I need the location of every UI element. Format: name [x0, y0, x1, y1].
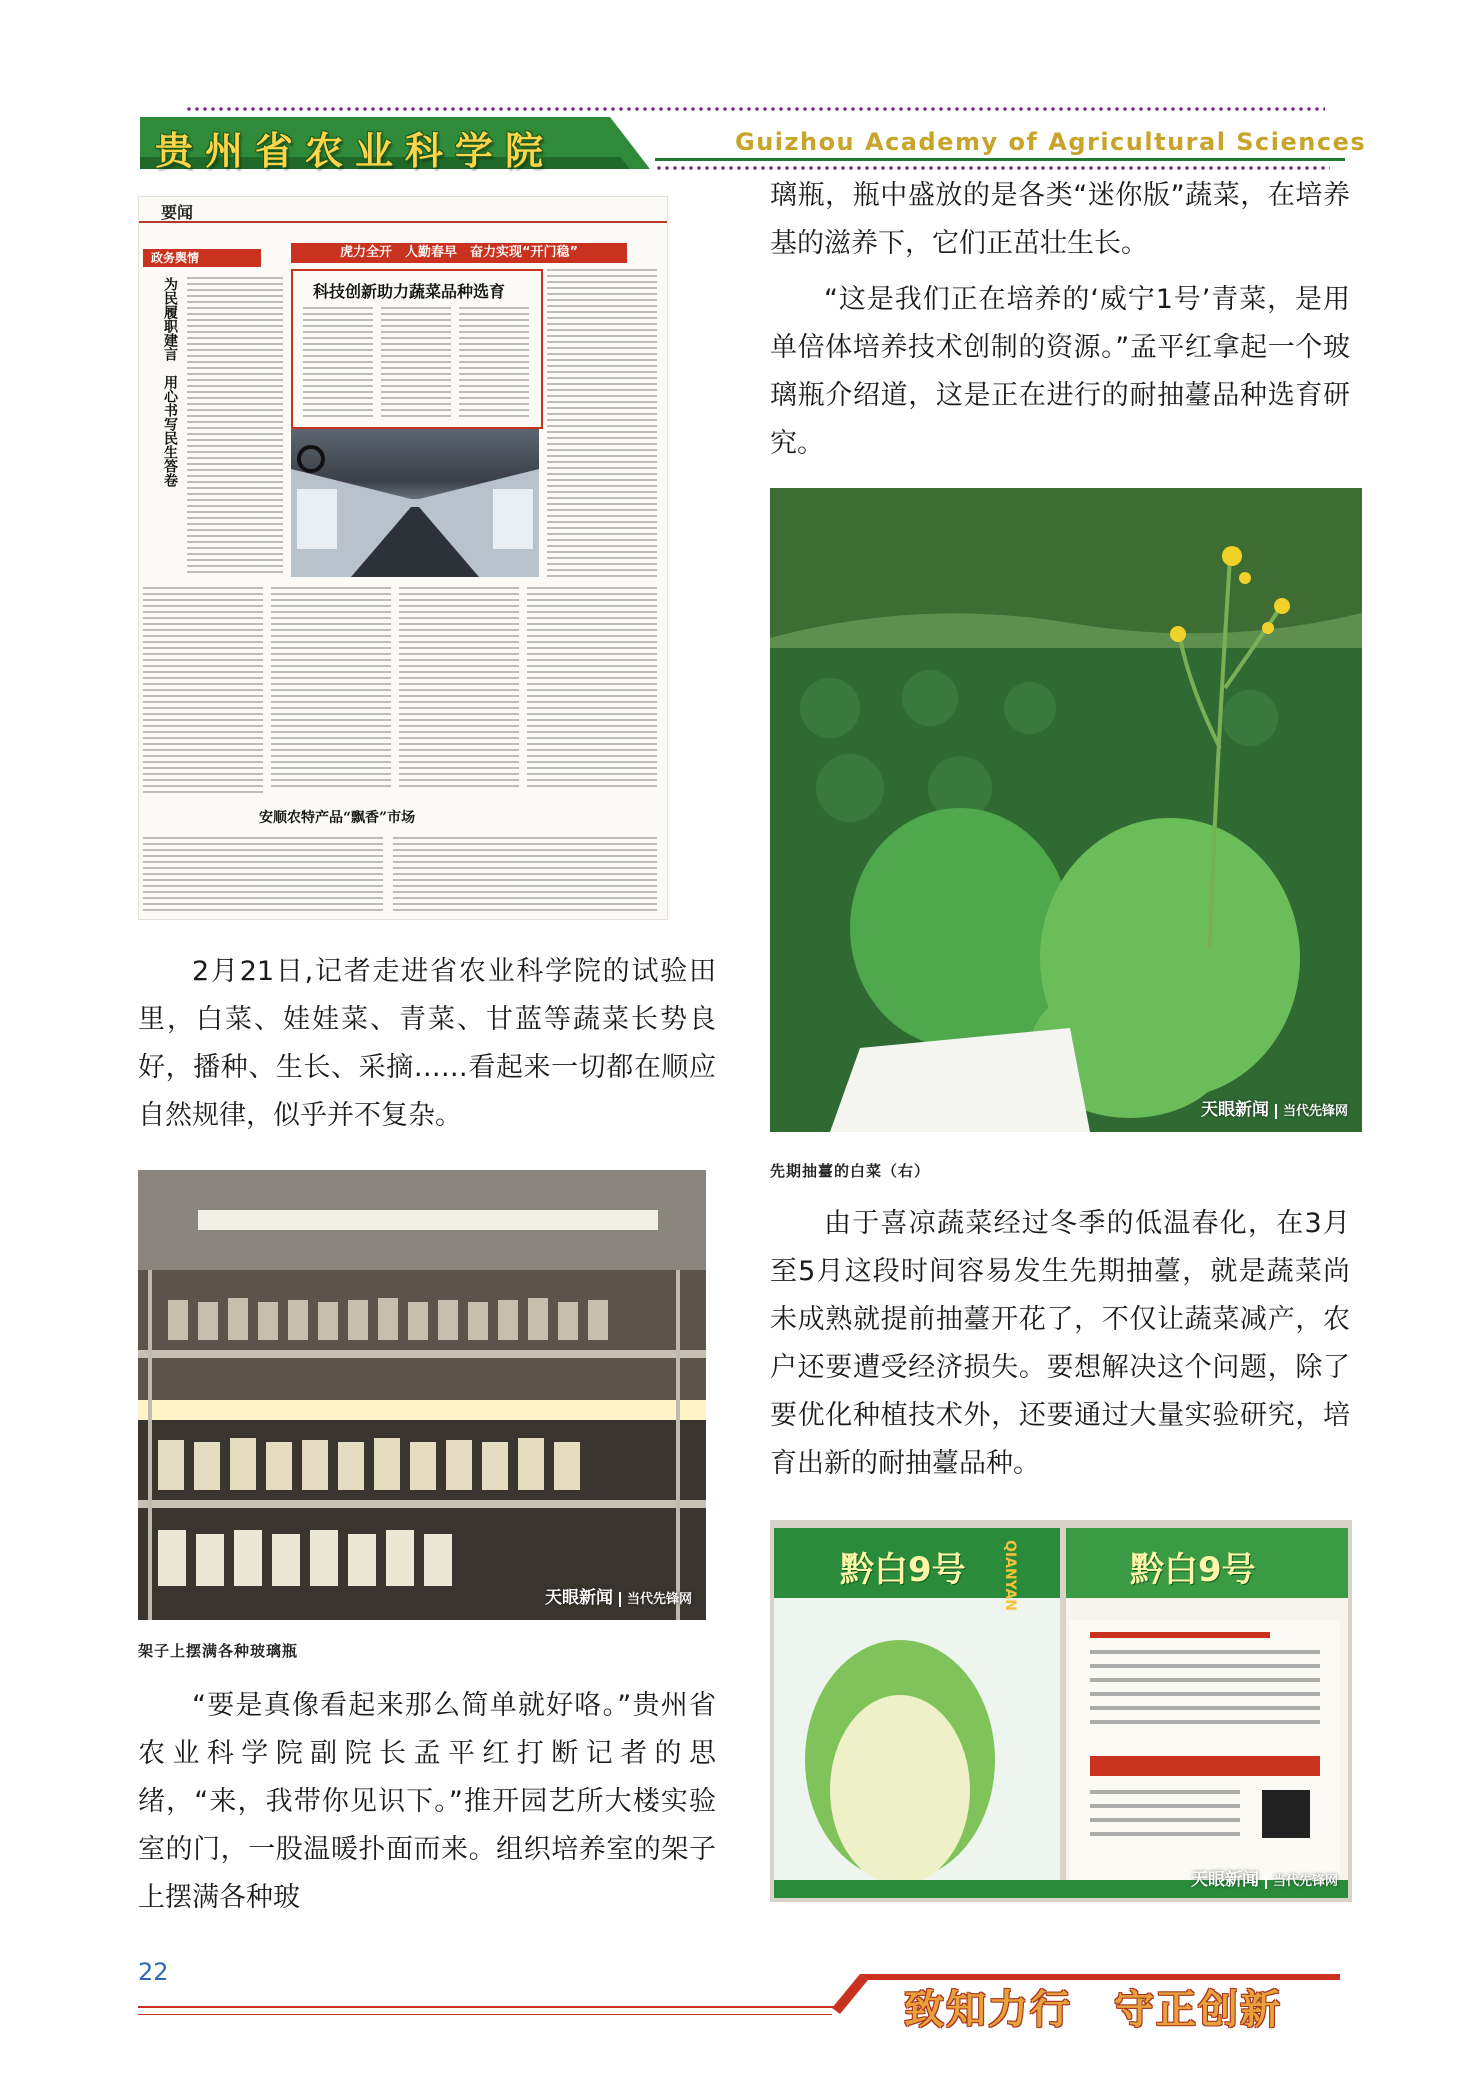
page-number: 22 — [138, 1958, 169, 1986]
newspaper-banner: 虎力全开 人勤春早 奋力实现“开门稳” — [291, 243, 627, 263]
watermark — [1201, 1095, 1348, 1120]
header-title-english: Guizhou Academy of Agricultural Sciences — [735, 128, 1367, 156]
seed-packet-name: 黔白9号 — [840, 1550, 966, 1590]
newspaper-clipping-image — [138, 196, 668, 920]
watermark-sub: 当代先锋网 — [1265, 1874, 1338, 1889]
caption-shelves: 架子上摆满各种玻璃瓶 — [138, 1642, 299, 1660]
header-dotted-rule-bottom — [655, 166, 1330, 170]
paragraph-3: 璃瓶，瓶中盛放的是各类“迷你版”蔬菜，在培养基的滋养下，它们正茁壮生长。 — [770, 180, 1350, 259]
seed-packet-photo — [770, 1520, 1352, 1902]
footer-motto: 致知力行 守正创新 — [904, 1987, 1282, 2033]
watermark-sub: 当代先锋网 — [619, 1592, 692, 1607]
watermark-brand: 天眼新闻 — [1200, 1100, 1269, 1120]
newspaper-text-block — [187, 277, 283, 577]
cabbage-field-illustration — [770, 488, 1362, 1132]
seed-packet-brand: QIANYAN — [1002, 1540, 1018, 1612]
paragraph-4: “这是我们正在培养的‘威宁1号’青菜，是用单倍体培养技术创制的资源。”孟平红拿起一个玻璃瓶介绍道，这是正在进行的耐抽薹品种选育研究。 — [770, 284, 1350, 459]
newspaper-text-block — [547, 269, 657, 579]
footer-rule-thin — [138, 2014, 832, 2015]
newspaper-left-heading: 政务舆情 — [143, 249, 261, 267]
header-dotted-rule-top — [185, 107, 1325, 111]
watermark-sub: 当代先锋网 — [1275, 1104, 1348, 1119]
newspaper-text-block — [393, 837, 657, 911]
seed-packet-name-back: 黔白9号 — [1130, 1550, 1256, 1590]
newspaper-text-block — [271, 587, 391, 787]
bolting-cabbage-photo — [770, 488, 1362, 1132]
newspaper-second-title: 安顺农特产品“飘香”市场 — [259, 810, 416, 826]
newspaper-vertical-title: 为民履职建言 用心书写民生答卷 — [162, 277, 178, 487]
lab-corridor-illustration — [291, 429, 539, 577]
newspaper-text-block — [527, 587, 657, 787]
culture-room-illustration — [138, 1170, 706, 1620]
watermark-brand: 天眼新闻 — [544, 1588, 613, 1608]
footer-rule — [138, 2006, 838, 2008]
paragraph-5: 由于喜凉蔬菜经过冬季的低温春化，在3月至5月这段时间容易发生先期抽薹，就是蔬菜尚未成熟就提前抽薹开花了，不仅让蔬菜减产，农户还要遭受经济损失。要想解决这个问题，除了要优化种植技术外，还要通过大量实验研究，培育出新的耐抽薹品种。 — [770, 1208, 1350, 1479]
watermark — [1191, 1865, 1338, 1890]
newspaper-section-label: 要闻 — [161, 203, 194, 222]
newspaper-text-block — [459, 307, 529, 417]
paragraph-1: 2月21日,记者走进省农业科学院的试验田里，白菜、娃娃菜、青菜、甘蓝等蔬菜长势良好，播种、生长、采摘……看起来一切都在顺应自然规律，似乎并不复杂。 — [138, 956, 716, 1131]
newspaper-highlight-box — [291, 269, 543, 429]
caption-bolting: 先期抽薹的白菜（右） — [770, 1162, 931, 1180]
newspaper-text-block — [143, 837, 383, 911]
paragraph-2: “要是真像看起来那么简单就好咯。”贵州省农业科学院副院长孟平红打断记者的思绪，“来，我带你见识下。”推开园艺所大楼实验室的门，一股温暖扑面而来。组织培养室的架子上摆满各种玻 — [138, 1690, 716, 1913]
newspaper-masthead — [139, 197, 667, 223]
lab-shelves-photo — [138, 1170, 706, 1620]
newspaper-photo — [291, 429, 539, 577]
newspaper-text-block — [143, 587, 263, 797]
watermark — [545, 1583, 692, 1608]
newspaper-text-block — [399, 587, 519, 787]
newspaper-text-block — [381, 307, 451, 417]
header-rule — [655, 158, 1345, 161]
watermark-brand: 天眼新闻 — [1190, 1870, 1259, 1890]
newspaper-text-block — [303, 307, 373, 417]
newspaper-main-title: 科技创新助力蔬菜品种选育 — [313, 282, 506, 301]
header-title: 贵州省农业科学院 — [155, 129, 556, 173]
